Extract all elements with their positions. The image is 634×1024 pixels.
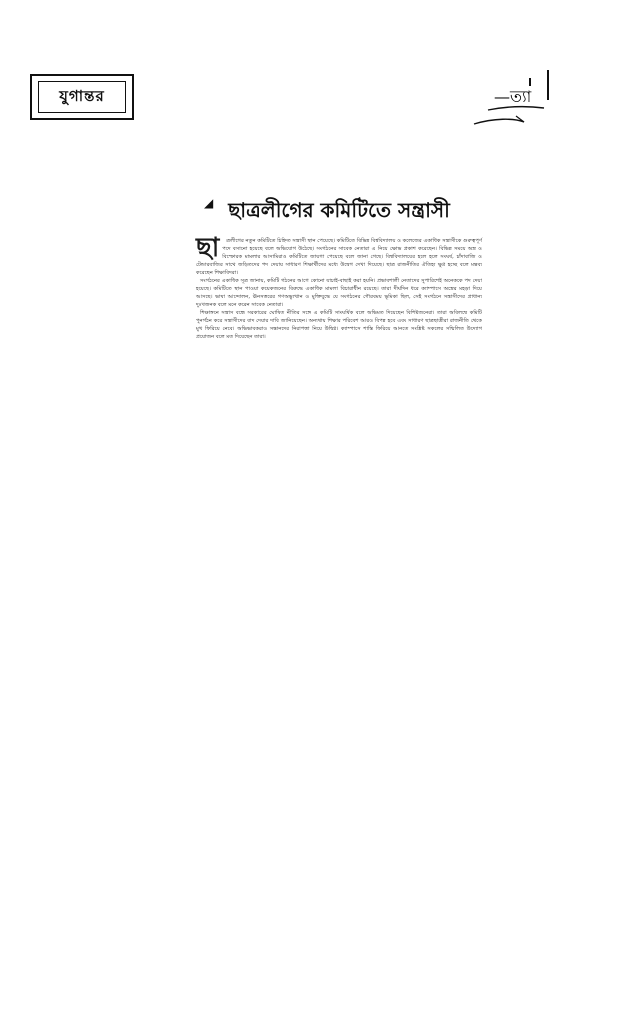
article-dropcap: ছা — [196, 233, 220, 263]
masthead-title: যুগান্তর — [38, 81, 126, 113]
news-clipping — [196, 196, 482, 341]
article-paragraph: সংগঠনের একাধিক সূত্র জানায়, কমিটি গঠনের আগে কোনো যাচাই-বাছাই করা হয়নি। প্রভাবশালী নেতাদের সুপারিশেই অনেককে পদ দেয়া হয়েছে। কমিটিতে স্থান পাওয়া কয়েকজনের বিরুদ্ধে একাধিক মামলা বিচারাধীন রয়েছে। তারা দীর্ঘদিন ধরে ক্যাম্পাসে অস্ত্রের মহড়া দিয়ে আসছে। ভাষা আন্দোলন, ঊনসত্তরের গণঅভ্যুত্থান ও মুক্তিযুদ্ধে যে সংগঠনের গৌরবময় ভূমিকা ছিল, সেই সংগঠনে সন্ত্রাসীদের প্রাধান্য দুঃখজনক বলে মনে করেন সাবেক নেতারা। — [196, 278, 482, 308]
newspaper-masthead — [30, 74, 134, 120]
article-paragraph: শিক্ষাঙ্গনে সন্ত্রাস বন্ধে সরকারের ঘোষিত নীতির সঙ্গে এ কমিটি সাংঘর্ষিক বলে অভিমত দিয়েছেন বিশিষ্টজনেরা। তারা অবিলম্বে কমিটি পুনর্গঠন করে সন্ত্রাসীদের বাদ দেয়ার দাবি জানিয়েছেন। অন্যথায় শিক্ষার পরিবেশ আরও বিপন্ন হবে এবং সাধারণ ছাত্রছাত্রীরা রাজনীতি থেকে মুখ ফিরিয়ে নেবে। অভিভাবকরাও সন্তানদের নিরাপত্তা নিয়ে উদ্বিগ্ন। ক্যাম্পাসে শান্তি ফিরিয়ে আনতে সংশ্লিষ্ট সকলের সম্মিলিত উদ্যোগ প্রয়োজন বলে মত দিয়েছেন তারা। — [196, 310, 482, 340]
handwritten-annotation — [448, 60, 558, 140]
article-paragraph: ত্রলীগের নতুন কমিটিতে চিহ্নিত সন্ত্রাসী স্থান পেয়েছে। কমিটিতে বিভিন্ন বিশ্ববিদ্যালয় ও কলেজের একাধিক সন্ত্রাসীকে গুরুত্বপূর্ণ পদে বসানো হয়েছে বলে অভিযোগ উঠেছে। সংগঠনের সাবেক নেতারা এ নিয়ে ক্ষোভ প্রকাশ করেছেন। বিভিন্ন সময়ে অস্ত্র ও বিস্ফোরক মামলার আসামিরাও কমিটিতে জায়গা পেয়েছে বলে জানা গেছে। বিশ্ববিদ্যালয়ের হলে হলে সংঘর্ষ, চাঁদাবাজি ও টেন্ডারবাজির সাথে জড়িতদের পদ দেয়ায় সাধারণ শিক্ষার্থীদের মধ্যে উদ্বেগ দেখা দিয়েছে। ছাত্র রাজনীতির ঐতিহ্য ক্ষুণ্ণ হচ্ছে বলে মন্তব্য করেছেন শিক্ষাবিদরা। — [196, 238, 482, 276]
article-body — [196, 233, 482, 341]
article-headline: ছাত্রলীগের কমিটিতে সন্ত্রাসী — [228, 198, 450, 222]
clipping-mark: ◢ — [204, 196, 214, 210]
handwritten-note: —ত্যা — [494, 87, 532, 106]
